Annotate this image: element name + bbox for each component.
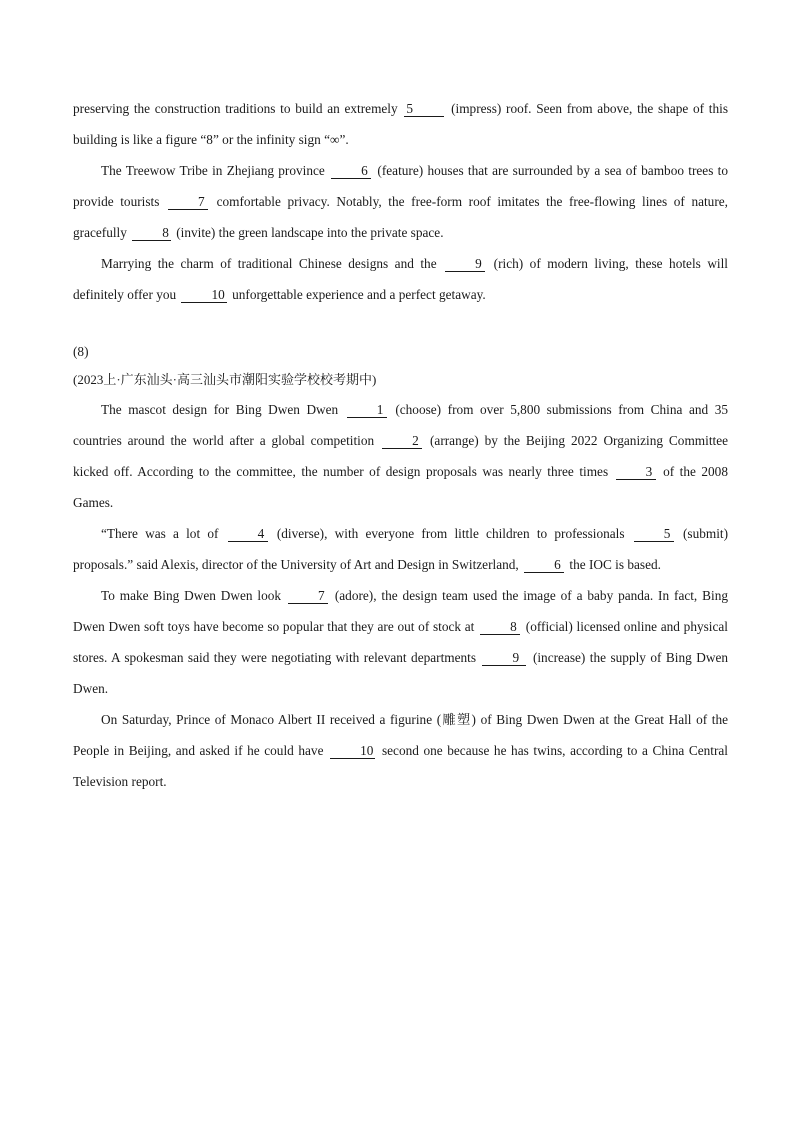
text-run: unforgettable experience and a perfect getaway. [232, 287, 486, 302]
text-run: “There was a lot of [101, 526, 219, 541]
passage2-paragraph-3 [73, 580, 728, 704]
text-run: comfortable privacy. Notably, the free-form roof imitates the free-flowing lines of nature, gracefully [73, 194, 728, 240]
blank-9[interactable]: 9 [445, 256, 485, 272]
blank-2[interactable]: 2 [382, 433, 422, 449]
blank-4[interactable]: 4 [228, 526, 268, 542]
blank-7[interactable]: 7 [288, 588, 328, 604]
blank-3[interactable]: 3 [616, 464, 656, 480]
blank-6[interactable]: 6 [331, 163, 371, 179]
blank-1[interactable]: 1 [347, 402, 387, 418]
blank-8[interactable]: 8 [480, 619, 520, 635]
blank-8[interactable]: 8 [132, 225, 171, 241]
blank-5[interactable]: 5 [404, 101, 444, 117]
text-run: (official) licensed online and physical stores. A spokesman said they were negotiating with relevant departments [73, 619, 728, 665]
text-run: (impress) roof. Seen from above, the shape of this building is like a figure “8” or the infinity sign “∞”. [73, 101, 729, 147]
text-run: (rich) of modern living, these hotels will definitely offer you [73, 256, 729, 302]
text-run: preserving the construction traditions to build an extremely [73, 101, 398, 116]
blank-7[interactable]: 7 [168, 194, 208, 210]
blank-5[interactable]: 5 [634, 526, 674, 542]
text-run: On Saturday, Prince of Monaco Albert II received a figurine (雕塑) of Bing Dwen Dwen at the Great Hall of the People in Beijing, and asked if he could have [73, 712, 728, 758]
text-run: of the 2008 Games. [73, 464, 728, 510]
passage1-paragraph-2 [73, 155, 728, 248]
blank-10[interactable]: 10 [330, 743, 375, 759]
text-run: (feature) houses that are surrounded by a sea of bamboo trees to provide tourists [73, 163, 729, 209]
text-run: (adore), the design team used the image of a baby panda. In fact, Bing Dwen Dwen soft toys have become so popular that they are out of stock at [73, 588, 729, 634]
text-run: (invite) the green landscape into the private space. [176, 225, 444, 240]
blank-6[interactable]: 6 [524, 557, 564, 573]
blank-9[interactable]: 9 [482, 650, 526, 666]
passage2-paragraph-2 [73, 518, 728, 580]
text-run: second one because he has twins, according to a China Central Television report. [73, 743, 729, 789]
text-run: (increase) the supply of Bing Dwen Dwen. [73, 650, 728, 696]
text-run: To make Bing Dwen Dwen look [101, 588, 282, 603]
text-run: The mascot design for Bing Dwen Dwen [101, 402, 339, 417]
source-citation: (2023上·广东汕头·高三汕头市潮阳实验学校校考期中) [73, 372, 377, 387]
passage1-paragraph-3 [73, 248, 728, 310]
passage1-paragraph-1 [73, 93, 728, 155]
text-run: Marrying the charm of traditional Chinese designs and the [101, 256, 437, 271]
text-run: The Treewow Tribe in Zhejiang province [101, 163, 325, 178]
text-run: (arrange) by the Beijing 2022 Organizing Committee kicked off. According to the committee, the number of design proposals was nearly three times [73, 433, 729, 479]
document-content [73, 93, 728, 797]
section-number: (8) [73, 344, 89, 359]
blank-10[interactable]: 10 [181, 287, 226, 303]
text-run: (submit) proposals.” said Alexis, director of the University of Art and Design in Switzerland, [73, 526, 729, 572]
passage2-paragraph-1 [73, 394, 728, 518]
text-run: (diverse), with everyone from little children to professionals [276, 526, 625, 541]
text-run: the IOC is based. [569, 557, 661, 572]
passage2-paragraph-4 [73, 704, 728, 797]
text-run: (choose) from over 5,800 submissions from China and 35 countries around the world after a global competition [73, 402, 728, 448]
